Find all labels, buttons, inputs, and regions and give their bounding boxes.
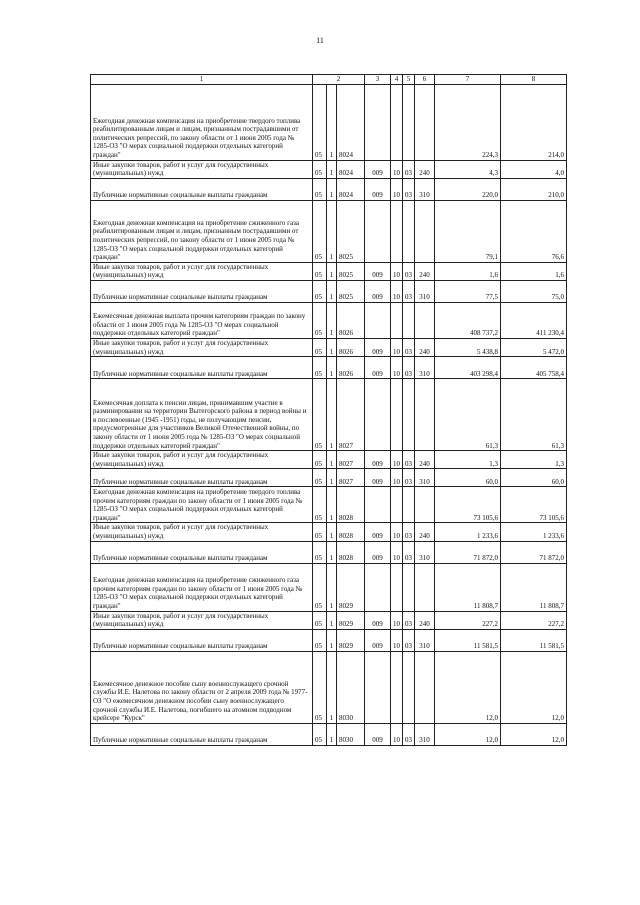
code-sub-cell: 1 bbox=[327, 178, 337, 200]
code-division-cell: 10 bbox=[391, 280, 403, 302]
code-expense-type-cell bbox=[415, 563, 435, 611]
code-sub-cell: 1 bbox=[327, 651, 337, 723]
code-section-cell: 05 bbox=[313, 563, 327, 611]
code-ministry-cell: 009 bbox=[365, 262, 391, 280]
desc-cell: Публичные нормативные социальные выплаты гражданам bbox=[91, 541, 313, 563]
code-sub-cell: 1 bbox=[327, 523, 337, 541]
amount-col8-cell: 227,2 bbox=[501, 611, 567, 629]
code-subdivision-cell: 03 bbox=[403, 541, 415, 563]
code-section-cell: 05 bbox=[313, 200, 327, 262]
amount-col7-cell: 403 298,4 bbox=[435, 357, 501, 379]
code-subdivision-cell: 03 bbox=[403, 280, 415, 302]
desc-cell: Иные закупки товаров, работ и услуг для государственных (муниципальных) нужд bbox=[91, 451, 313, 469]
code-section-cell: 05 bbox=[313, 487, 327, 523]
amount-col7-cell: 71 872,0 bbox=[435, 541, 501, 563]
code-section-cell: 05 bbox=[313, 84, 327, 160]
table-row bbox=[91, 379, 567, 451]
code-expense-type-cell: 240 bbox=[415, 523, 435, 541]
amount-col7-cell: 60,0 bbox=[435, 469, 501, 487]
code-subdivision-cell bbox=[403, 379, 415, 451]
amount-col7-cell: 12,0 bbox=[435, 651, 501, 723]
code-subdivision-cell: 03 bbox=[403, 451, 415, 469]
table-row bbox=[91, 178, 567, 200]
amount-col8-cell: 61,3 bbox=[501, 379, 567, 451]
amount-col8-cell: 12,0 bbox=[501, 651, 567, 723]
code-subdivision-cell: 03 bbox=[403, 629, 415, 651]
amount-col7-cell: 224,3 bbox=[435, 84, 501, 160]
code-section-cell: 05 bbox=[313, 451, 327, 469]
table-row bbox=[91, 262, 567, 280]
code-division-cell: 10 bbox=[391, 451, 403, 469]
table-row bbox=[91, 723, 567, 745]
code-division-cell bbox=[391, 651, 403, 723]
code-item-cell: 8025 bbox=[337, 262, 365, 280]
code-sub-cell: 1 bbox=[327, 563, 337, 611]
code-ministry-cell: 009 bbox=[365, 178, 391, 200]
table-row bbox=[91, 541, 567, 563]
header-col-7: 7 bbox=[435, 75, 501, 85]
code-section-cell: 05 bbox=[313, 651, 327, 723]
code-ministry-cell: 009 bbox=[365, 469, 391, 487]
code-section-cell: 05 bbox=[313, 379, 327, 451]
amount-col7-cell: 12,0 bbox=[435, 723, 501, 745]
code-subdivision-cell bbox=[403, 487, 415, 523]
code-expense-type-cell: 240 bbox=[415, 611, 435, 629]
code-expense-type-cell: 310 bbox=[415, 178, 435, 200]
code-expense-type-cell: 240 bbox=[415, 160, 435, 178]
code-division-cell bbox=[391, 563, 403, 611]
code-subdivision-cell bbox=[403, 84, 415, 160]
code-subdivision-cell bbox=[403, 563, 415, 611]
desc-cell: Иные закупки товаров, работ и услуг для государственных (муниципальных) нужд bbox=[91, 262, 313, 280]
code-section-cell: 05 bbox=[313, 629, 327, 651]
code-subdivision-cell: 03 bbox=[403, 178, 415, 200]
table-row bbox=[91, 651, 567, 723]
code-expense-type-cell bbox=[415, 302, 435, 338]
code-division-cell bbox=[391, 200, 403, 262]
code-division-cell: 10 bbox=[391, 723, 403, 745]
code-ministry-cell: 009 bbox=[365, 541, 391, 563]
code-subdivision-cell: 03 bbox=[403, 357, 415, 379]
code-section-cell: 05 bbox=[313, 262, 327, 280]
code-expense-type-cell bbox=[415, 84, 435, 160]
table-row bbox=[91, 200, 567, 262]
amount-col8-cell: 214,0 bbox=[501, 84, 567, 160]
amount-col8-cell: 411 230,4 bbox=[501, 302, 567, 338]
code-item-cell: 8030 bbox=[337, 651, 365, 723]
code-division-cell: 10 bbox=[391, 541, 403, 563]
code-division-cell: 10 bbox=[391, 178, 403, 200]
table-body bbox=[91, 84, 567, 745]
desc-cell: Публичные нормативные социальные выплаты гражданам bbox=[91, 469, 313, 487]
code-division-cell: 10 bbox=[391, 629, 403, 651]
code-subdivision-cell: 03 bbox=[403, 338, 415, 356]
code-item-cell: 8030 bbox=[337, 723, 365, 745]
code-expense-type-cell: 240 bbox=[415, 451, 435, 469]
code-sub-cell: 1 bbox=[327, 338, 337, 356]
table-row bbox=[91, 280, 567, 302]
desc-cell: Ежегодная денежная компенсация на приобретение сжиженного газа реабилитированным лицам и лицам, признанным пострадавшими от политических репрессий, по закону области от 1 июня 2005 года № 1285-ОЗ "О мерах социальной поддержки отдельных категорий граждан" bbox=[91, 200, 313, 262]
code-item-cell: 8024 bbox=[337, 84, 365, 160]
amount-col7-cell: 1,3 bbox=[435, 451, 501, 469]
desc-cell: Публичные нормативные социальные выплаты гражданам bbox=[91, 178, 313, 200]
amount-col8-cell: 5 472,0 bbox=[501, 338, 567, 356]
code-section-cell: 05 bbox=[313, 723, 327, 745]
desc-cell: Публичные нормативные социальные выплаты гражданам bbox=[91, 357, 313, 379]
header-col-4: 4 bbox=[391, 75, 403, 85]
code-item-cell: 8028 bbox=[337, 487, 365, 523]
code-division-cell: 10 bbox=[391, 469, 403, 487]
code-subdivision-cell bbox=[403, 302, 415, 338]
code-item-cell: 8026 bbox=[337, 302, 365, 338]
amount-col8-cell: 76,6 bbox=[501, 200, 567, 262]
desc-cell: Публичные нормативные социальные выплаты гражданам bbox=[91, 723, 313, 745]
code-item-cell: 8025 bbox=[337, 200, 365, 262]
code-section-cell: 05 bbox=[313, 357, 327, 379]
code-division-cell bbox=[391, 487, 403, 523]
code-subdivision-cell: 03 bbox=[403, 723, 415, 745]
code-sub-cell: 1 bbox=[327, 379, 337, 451]
amount-col7-cell: 11 808,7 bbox=[435, 563, 501, 611]
code-ministry-cell bbox=[365, 379, 391, 451]
code-division-cell: 10 bbox=[391, 262, 403, 280]
amount-col8-cell: 71 872,0 bbox=[501, 541, 567, 563]
amount-col8-cell: 73 105,6 bbox=[501, 487, 567, 523]
table-row bbox=[91, 469, 567, 487]
code-section-cell: 05 bbox=[313, 611, 327, 629]
code-sub-cell: 1 bbox=[327, 723, 337, 745]
amount-col8-cell: 1,6 bbox=[501, 262, 567, 280]
code-item-cell: 8027 bbox=[337, 451, 365, 469]
header-col-3: 3 bbox=[365, 75, 391, 85]
code-ministry-cell bbox=[365, 563, 391, 611]
code-ministry-cell: 009 bbox=[365, 451, 391, 469]
amount-col7-cell: 61,3 bbox=[435, 379, 501, 451]
code-expense-type-cell: 240 bbox=[415, 338, 435, 356]
desc-cell: Иные закупки товаров, работ и услуг для государственных (муниципальных) нужд bbox=[91, 160, 313, 178]
budget-table bbox=[90, 74, 567, 746]
code-sub-cell: 1 bbox=[327, 451, 337, 469]
code-division-cell: 10 bbox=[391, 160, 403, 178]
code-item-cell: 8029 bbox=[337, 611, 365, 629]
code-expense-type-cell bbox=[415, 379, 435, 451]
code-expense-type-cell: 310 bbox=[415, 629, 435, 651]
code-item-cell: 8029 bbox=[337, 563, 365, 611]
code-division-cell bbox=[391, 84, 403, 160]
code-section-cell: 05 bbox=[313, 338, 327, 356]
code-division-cell: 10 bbox=[391, 523, 403, 541]
code-section-cell: 05 bbox=[313, 469, 327, 487]
code-expense-type-cell: 310 bbox=[415, 357, 435, 379]
code-sub-cell: 1 bbox=[327, 487, 337, 523]
desc-cell: Публичные нормативные социальные выплаты гражданам bbox=[91, 280, 313, 302]
code-subdivision-cell: 03 bbox=[403, 160, 415, 178]
code-section-cell: 05 bbox=[313, 302, 327, 338]
code-ministry-cell: 009 bbox=[365, 611, 391, 629]
code-sub-cell: 1 bbox=[327, 302, 337, 338]
code-item-cell: 8028 bbox=[337, 541, 365, 563]
code-sub-cell: 1 bbox=[327, 262, 337, 280]
code-subdivision-cell bbox=[403, 651, 415, 723]
code-subdivision-cell: 03 bbox=[403, 262, 415, 280]
code-subdivision-cell: 03 bbox=[403, 469, 415, 487]
code-sub-cell: 1 bbox=[327, 357, 337, 379]
code-section-cell: 05 bbox=[313, 541, 327, 563]
code-section-cell: 05 bbox=[313, 280, 327, 302]
code-ministry-cell bbox=[365, 487, 391, 523]
desc-cell: Иные закупки товаров, работ и услуг для государственных (муниципальных) нужд bbox=[91, 523, 313, 541]
table-row bbox=[91, 451, 567, 469]
code-division-cell bbox=[391, 302, 403, 338]
code-section-cell: 05 bbox=[313, 523, 327, 541]
amount-col7-cell: 77,5 bbox=[435, 280, 501, 302]
code-item-cell: 8024 bbox=[337, 160, 365, 178]
amount-col7-cell: 408 737,2 bbox=[435, 302, 501, 338]
header-col-1: 1 bbox=[91, 75, 313, 85]
code-sub-cell: 1 bbox=[327, 541, 337, 563]
amount-col8-cell: 11 808,7 bbox=[501, 563, 567, 611]
desc-cell: Иные закупки товаров, работ и услуг для государственных (муниципальных) нужд bbox=[91, 338, 313, 356]
amount-col8-cell: 11 581,5 bbox=[501, 629, 567, 651]
code-item-cell: 8029 bbox=[337, 629, 365, 651]
desc-cell: Публичные нормативные социальные выплаты гражданам bbox=[91, 629, 313, 651]
amount-col7-cell: 79,1 bbox=[435, 200, 501, 262]
desc-cell: Ежемесячная денежная выплата прочим категориям граждан по закону области от 1 июня 2005 года № 1285-ОЗ "О мерах социальной поддержки отдельных категорий граждан" bbox=[91, 302, 313, 338]
code-division-cell: 10 bbox=[391, 611, 403, 629]
table-row bbox=[91, 302, 567, 338]
desc-cell: Ежегодная денежная компенсация на приобретение твердого топлива реабилитированным лицам и лицам, признанным пострадавшими от политических репрессий, по закону области от 1 июня 2005 года № 1285-ОЗ "О мерах социальной поддержки отдельных категорий граждан" bbox=[91, 84, 313, 160]
code-ministry-cell: 009 bbox=[365, 160, 391, 178]
code-ministry-cell: 009 bbox=[365, 338, 391, 356]
amount-col7-cell: 220,0 bbox=[435, 178, 501, 200]
amount-col8-cell: 75,0 bbox=[501, 280, 567, 302]
code-subdivision-cell: 03 bbox=[403, 523, 415, 541]
code-expense-type-cell: 310 bbox=[415, 723, 435, 745]
desc-cell: Ежемесячная доплата к пенсии лицам, принимавшим участие в разминировании на территории Вытегорского района в период войны и в послевоенные (1945 -1951) годы, не получающим пенсии, предусмотренные для участников Великой Отечественной войны, по закону области от 1 июня 2005 года № 1285-ОЗ "О мерах социальной поддержки отдельных категорий граждан" bbox=[91, 379, 313, 451]
table-row bbox=[91, 611, 567, 629]
code-subdivision-cell bbox=[403, 200, 415, 262]
code-ministry-cell: 009 bbox=[365, 280, 391, 302]
code-sub-cell: 1 bbox=[327, 280, 337, 302]
code-ministry-cell bbox=[365, 200, 391, 262]
code-item-cell: 8026 bbox=[337, 357, 365, 379]
table-row bbox=[91, 629, 567, 651]
code-ministry-cell: 009 bbox=[365, 723, 391, 745]
code-ministry-cell bbox=[365, 302, 391, 338]
code-item-cell: 8024 bbox=[337, 178, 365, 200]
table-row bbox=[91, 84, 567, 160]
desc-cell: Ежегодная денежная компенсация на приобретение твердого топлива прочим категориям граждан по закону области от 1 июня 2005 года № 1285-ОЗ "О мерах социальной поддержки отдельных категорий граждан" bbox=[91, 487, 313, 523]
table-row bbox=[91, 487, 567, 523]
amount-col8-cell: 12,0 bbox=[501, 723, 567, 745]
amount-col8-cell: 210,0 bbox=[501, 178, 567, 200]
desc-cell: Иные закупки товаров, работ и услуг для государственных (муниципальных) нужд bbox=[91, 611, 313, 629]
code-sub-cell: 1 bbox=[327, 469, 337, 487]
code-ministry-cell bbox=[365, 84, 391, 160]
code-expense-type-cell: 240 bbox=[415, 262, 435, 280]
amount-col7-cell: 227,2 bbox=[435, 611, 501, 629]
code-division-cell: 10 bbox=[391, 357, 403, 379]
code-sub-cell: 1 bbox=[327, 160, 337, 178]
code-sub-cell: 1 bbox=[327, 200, 337, 262]
desc-cell: Ежегодная денежная компенсация на приобретение сжиженного газа прочим категориям граждан по закону области от 1 июня 2005 года № 1285-ОЗ "О мерах социальной поддержки отдельных категорий граждан" bbox=[91, 563, 313, 611]
page-number: 11 bbox=[316, 36, 324, 45]
table-row bbox=[91, 160, 567, 178]
table-row bbox=[91, 563, 567, 611]
amount-col8-cell: 405 758,4 bbox=[501, 357, 567, 379]
amount-col7-cell: 11 581,5 bbox=[435, 629, 501, 651]
amount-col7-cell: 1,6 bbox=[435, 262, 501, 280]
code-section-cell: 05 bbox=[313, 178, 327, 200]
code-expense-type-cell: 310 bbox=[415, 280, 435, 302]
table-row bbox=[91, 357, 567, 379]
amount-col8-cell: 1 233,6 bbox=[501, 523, 567, 541]
desc-cell: Ежемесячное денежное пособие сыну военнослужащего срочной службы И.Е. Налетова по закону области от 2 апреля 2009 года № 1977-ОЗ "О ежемесячном денежном пособии сыну военнослужащего срочной службы И.Е. Налетова, погибшего на атомном подводном крейсере "Курск" bbox=[91, 651, 313, 723]
code-item-cell: 8027 bbox=[337, 379, 365, 451]
header-col-8: 8 bbox=[501, 75, 567, 85]
amount-col7-cell: 73 105,6 bbox=[435, 487, 501, 523]
code-section-cell: 05 bbox=[313, 160, 327, 178]
code-expense-type-cell bbox=[415, 200, 435, 262]
code-ministry-cell bbox=[365, 651, 391, 723]
amount-col7-cell: 4,3 bbox=[435, 160, 501, 178]
code-division-cell bbox=[391, 379, 403, 451]
code-expense-type-cell bbox=[415, 651, 435, 723]
code-expense-type-cell bbox=[415, 487, 435, 523]
code-item-cell: 8026 bbox=[337, 338, 365, 356]
table-row bbox=[91, 523, 567, 541]
code-sub-cell: 1 bbox=[327, 84, 337, 160]
header-col-6: 6 bbox=[415, 75, 435, 85]
code-division-cell: 10 bbox=[391, 338, 403, 356]
code-item-cell: 8028 bbox=[337, 523, 365, 541]
code-subdivision-cell: 03 bbox=[403, 611, 415, 629]
code-sub-cell: 1 bbox=[327, 629, 337, 651]
code-expense-type-cell: 310 bbox=[415, 541, 435, 563]
amount-col8-cell: 1,3 bbox=[501, 451, 567, 469]
code-ministry-cell: 009 bbox=[365, 357, 391, 379]
code-item-cell: 8025 bbox=[337, 280, 365, 302]
code-ministry-cell: 009 bbox=[365, 629, 391, 651]
amount-col8-cell: 4,0 bbox=[501, 160, 567, 178]
header-col-5: 5 bbox=[403, 75, 415, 85]
code-item-cell: 8027 bbox=[337, 469, 365, 487]
code-ministry-cell: 009 bbox=[365, 523, 391, 541]
header-col-2: 2 bbox=[313, 75, 365, 85]
amount-col7-cell: 1 233,6 bbox=[435, 523, 501, 541]
header-row bbox=[91, 75, 567, 85]
code-expense-type-cell: 310 bbox=[415, 469, 435, 487]
amount-col7-cell: 5 438,8 bbox=[435, 338, 501, 356]
amount-col8-cell: 60,0 bbox=[501, 469, 567, 487]
table-row bbox=[91, 338, 567, 356]
code-sub-cell: 1 bbox=[327, 611, 337, 629]
